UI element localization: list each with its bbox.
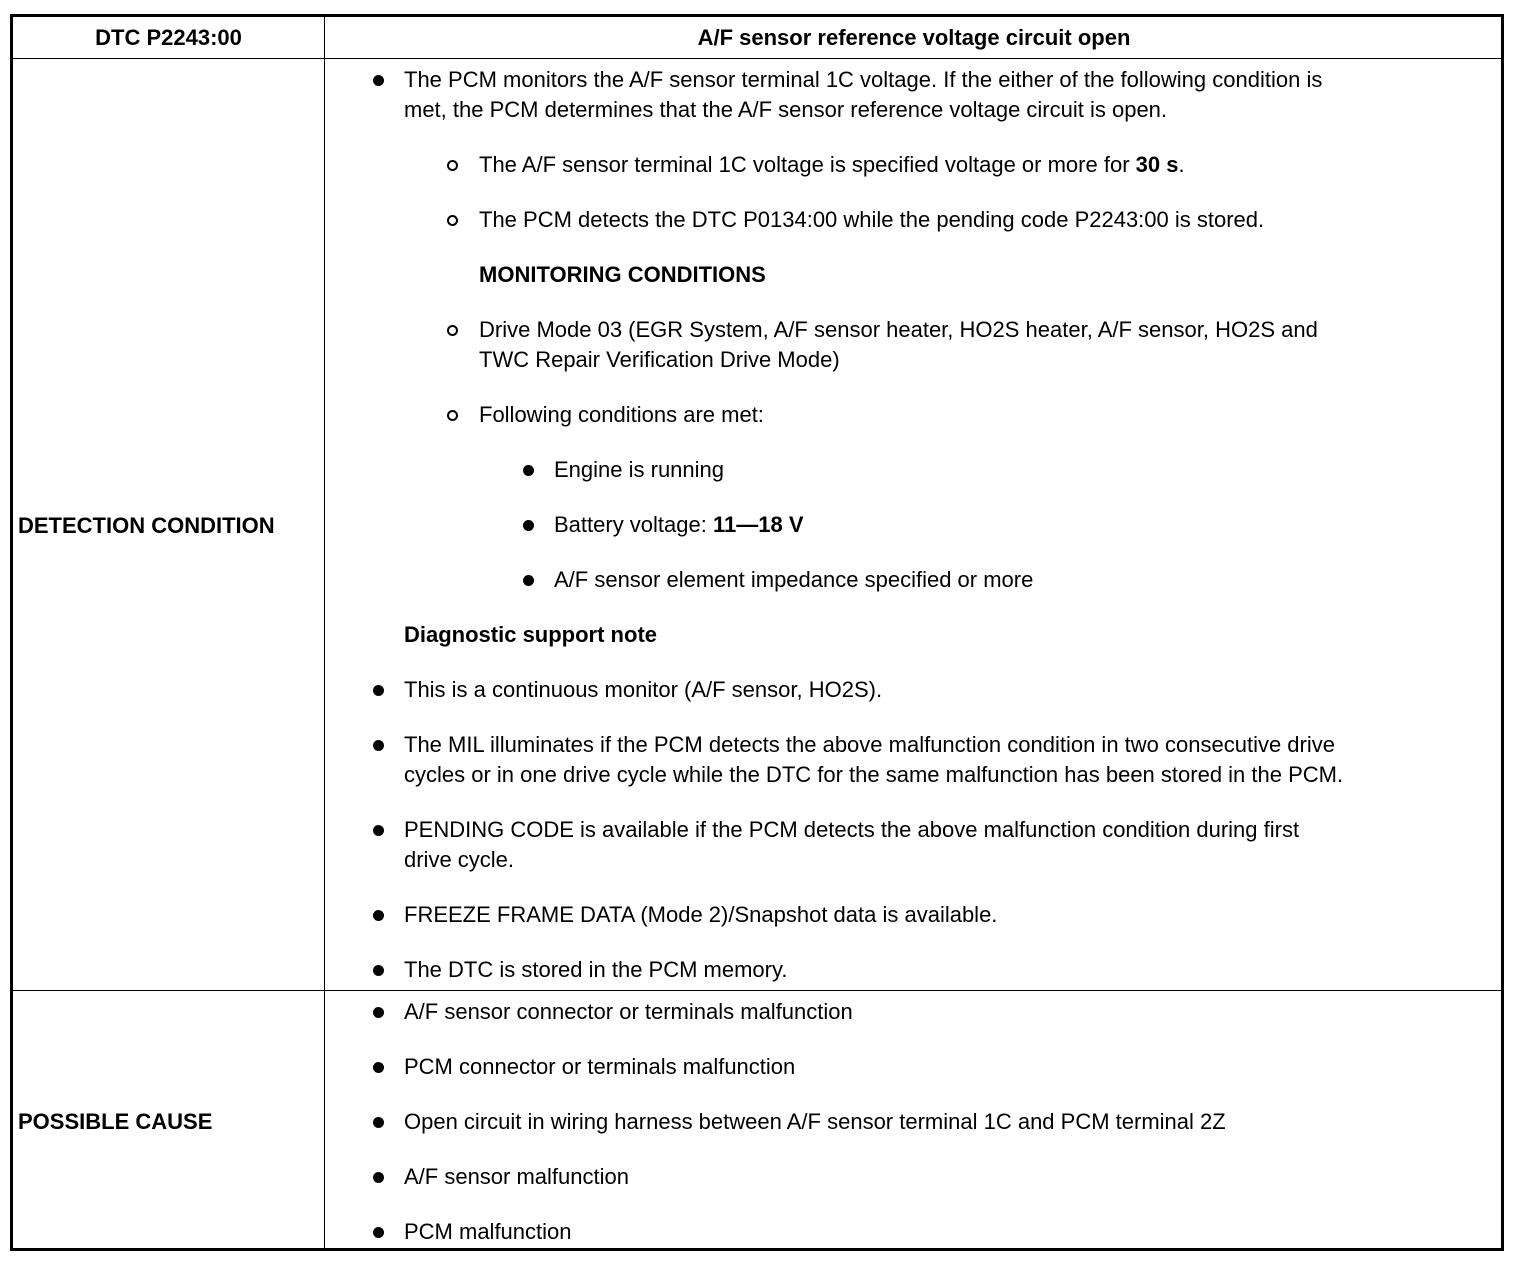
bullet-icon — [373, 825, 384, 836]
bullet-icon — [373, 740, 384, 751]
ring-bullet-icon — [447, 215, 458, 226]
note-pending-line-1: PENDING CODE is available if the PCM detects the above malfunction condition during first — [404, 817, 1300, 842]
ring-bullet-icon — [447, 410, 458, 421]
possible-cause-label: POSSIBLE CAUSE — [18, 1109, 213, 1134]
bullet-icon — [373, 910, 384, 921]
detection-condition-label: DETECTION CONDITION — [18, 513, 275, 538]
diagnostic-support-heading: Diagnostic support note — [404, 622, 657, 647]
cause-item: A/F sensor malfunction — [404, 1164, 629, 1189]
bullet-icon — [373, 685, 384, 696]
cause-item: Open circuit in wiring harness between A/F sensor terminal 1C and PCM terminal 2Z — [404, 1109, 1226, 1134]
following-conditions: Following conditions are met: — [479, 402, 764, 427]
cause-item: PCM malfunction — [404, 1219, 572, 1244]
sub-condition-engine: Engine is running — [554, 457, 725, 482]
bullet-icon — [373, 1117, 384, 1128]
bullet-icon — [373, 1227, 384, 1238]
condition-2: The PCM detects the DTC P0134:00 while the pending code P2243:00 is stored. — [479, 207, 1265, 232]
condition-1-suffix: . — [1178, 152, 1185, 177]
ring-bullet-icon — [447, 160, 458, 171]
sub-condition-battery — [554, 510, 804, 540]
note-mil-line-1: The MIL illuminates if the PCM detects the above malfunction condition in two consecutive drive — [404, 732, 1335, 757]
bullet-icon — [373, 1062, 384, 1073]
cause-item: PCM connector or terminals malfunction — [404, 1054, 796, 1079]
row-divider — [13, 990, 1501, 991]
dtc-title: A/F sensor reference voltage circuit open — [697, 25, 1131, 50]
bullet-icon — [523, 465, 534, 476]
bullet-icon — [373, 965, 384, 976]
cause-item: A/F sensor connector or terminals malfunction — [404, 999, 853, 1024]
bullet-icon — [373, 1172, 384, 1183]
header-divider — [13, 58, 1501, 59]
drive-mode-line-2: TWC Repair Verification Drive Mode) — [479, 347, 840, 372]
intro-line-1: The PCM monitors the A/F sensor terminal 1C voltage. If the either of the following condition is — [404, 67, 1323, 92]
note-continuous-monitor: This is a continuous monitor (A/F sensor, HO2S). — [404, 677, 883, 702]
sub-condition-impedance: A/F sensor element impedance specified or more — [554, 567, 1034, 592]
bullet-icon — [373, 1007, 384, 1018]
condition-1-text: The A/F sensor terminal 1C voltage is specified voltage or more for — [479, 152, 1136, 177]
note-pending-line-2: drive cycle. — [404, 847, 515, 872]
battery-voltage-label: Battery voltage: — [554, 512, 713, 537]
ring-bullet-icon — [447, 325, 458, 336]
note-mil-line-2: cycles or in one drive cycle while the DTC for the same malfunction has been stored in the PCM. — [404, 762, 1344, 787]
bullet-icon — [523, 575, 534, 586]
dtc-code: DTC P2243:00 — [95, 25, 242, 50]
battery-voltage-range: 11—18 V — [712, 512, 804, 537]
drive-mode-line-1: Drive Mode 03 (EGR System, A/F sensor heater, HO2S heater, A/F sensor, HO2S and — [479, 317, 1318, 342]
intro-line-2: met, the PCM determines that the A/F sensor reference voltage circuit is open. — [404, 97, 1168, 122]
bullet-icon — [373, 75, 384, 86]
note-freeze-frame: FREEZE FRAME DATA (Mode 2)/Snapshot data is available. — [404, 902, 998, 927]
condition-1-duration: 30 s — [1135, 152, 1179, 177]
monitoring-conditions-heading: MONITORING CONDITIONS — [479, 262, 766, 287]
condition-1 — [479, 150, 1185, 180]
column-divider — [324, 17, 325, 1248]
note-dtc-stored: The DTC is stored in the PCM memory. — [404, 957, 788, 982]
bullet-icon — [523, 520, 534, 531]
